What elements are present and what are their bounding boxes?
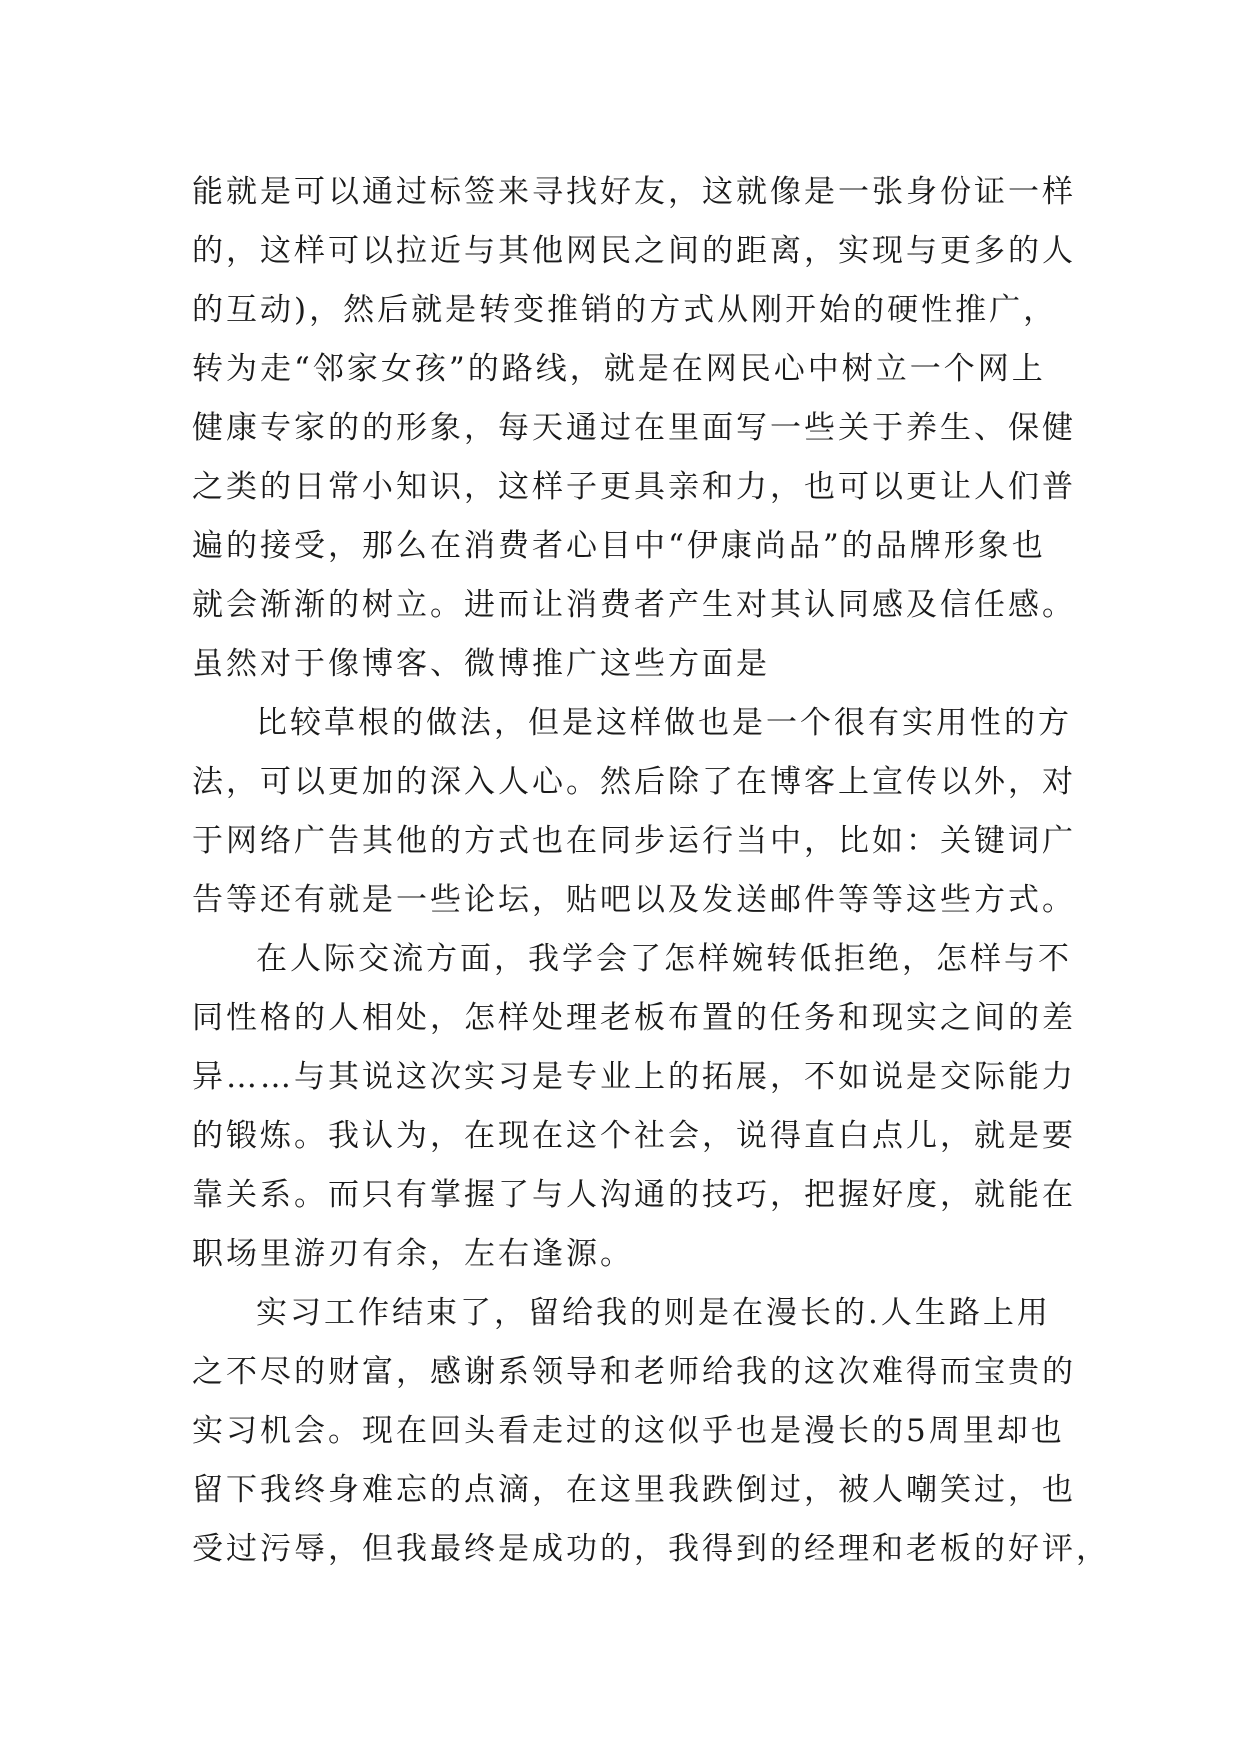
text-line: 法，可以更加的深入人心。然后除了在博客上宣传以外，对 bbox=[192, 764, 1076, 800]
text-line: 实习机会。现在回头看走过的这似乎也是漫长的5周里却也 bbox=[192, 1413, 1065, 1449]
text-line: 转为走“邻家女孩”的路线，就是在网民心中树立一个网上 bbox=[192, 351, 1046, 387]
text-line: 能就是可以通过标签来寻找好友，这就像是一张身份证一样 bbox=[192, 174, 1076, 210]
text-line: 同性格的人相处，怎样处理老板布置的任务和现实之间的差 bbox=[192, 1000, 1076, 1036]
text-line: 留下我终身难忘的点滴，在这里我跌倒过，被人嘲笑过，也 bbox=[192, 1472, 1076, 1508]
document-body bbox=[192, 163, 1110, 1579]
text-line: 异……与其说这次实习是专业上的拓展，不如说是交际能力 bbox=[192, 1059, 1076, 1095]
text-line: 之类的日常小知识，这样子更具亲和力，也可以更让人们普 bbox=[192, 469, 1076, 505]
text-line: 受过污辱，但我最终是成功的，我得到的经理和老板的好评， bbox=[192, 1531, 1110, 1567]
text-line: 就会渐渐的树立。进而让消费者产生对其认同感及信任感。 bbox=[192, 587, 1076, 623]
text-line: 健康专家的的形象，每天通过在里面写一些关于养生、保健 bbox=[192, 410, 1076, 446]
text-line: 的互动)，然后就是转变推销的方式从刚开始的硬性推广， bbox=[192, 292, 1058, 328]
text-line: 靠关系。而只有掌握了与人沟通的技巧，把握好度，就能在 bbox=[192, 1177, 1076, 1213]
text-line: 遍的接受，那么在消费者心目中“伊康尚品”的品牌形象也 bbox=[192, 528, 1046, 564]
text-line: 的锻炼。我认为，在现在这个社会，说得直白点儿，就是要 bbox=[192, 1118, 1076, 1154]
paragraph-start-line: 比较草根的做法，但是这样做也是一个很有实用性的方 bbox=[256, 705, 1072, 741]
text-line: 于网络广告其他的方式也在同步运行当中，比如：关键词广 bbox=[192, 823, 1076, 859]
text-line: 的，这样可以拉近与其他网民之间的距离，实现与更多的人 bbox=[192, 233, 1076, 269]
text-line: 职场里游刃有余，左右逢源。 bbox=[192, 1236, 634, 1272]
paragraph-start-line: 实习工作结束了，留给我的则是在漫长的.人生路上用 bbox=[256, 1295, 1051, 1331]
text-line: 之不尽的财富，感谢系领导和老师给我的这次难得而宝贵的 bbox=[192, 1354, 1076, 1390]
text-line: 虽然对于像博客、微博推广这些方面是 bbox=[192, 646, 770, 682]
text-line: 告等还有就是一些论坛，贴吧以及发送邮件等等这些方式。 bbox=[192, 882, 1076, 918]
paragraph-start-line: 在人际交流方面，我学会了怎样婉转低拒绝，怎样与不 bbox=[256, 941, 1072, 977]
